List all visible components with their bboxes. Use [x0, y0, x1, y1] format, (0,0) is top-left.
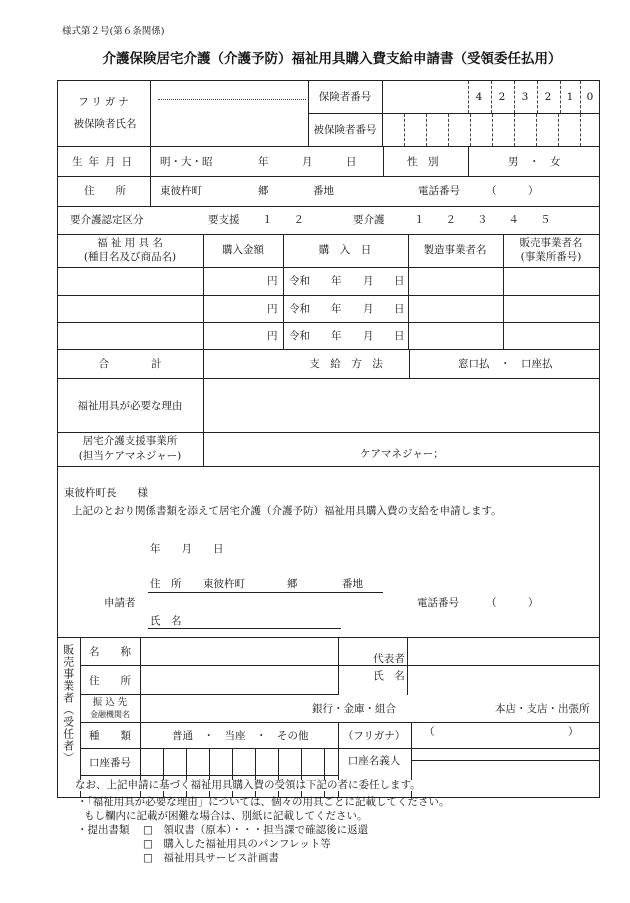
doc-receipt[interactable]: □ 領収書（原本）・・・担当課で確認後に返還 — [143, 824, 369, 836]
reason-label: 福祉用具が必要な理由 — [77, 400, 183, 412]
insurer-number-label: 保険者番号 — [318, 91, 372, 103]
support-levels[interactable]: １ ２ — [262, 214, 304, 226]
col-item-name: 福 祉 用 具 名 — [97, 237, 163, 249]
account-number-label: 口座番号 — [89, 757, 131, 769]
note-reason: ・「福祉用具が必要な理由」については、個々の用具ごとに記載してください。 — [77, 796, 450, 808]
rep-name-label: 氏 名 — [373, 670, 405, 682]
applicant-name-underline — [148, 628, 341, 629]
col-item-name-sub: (種目名及び商品名) — [83, 251, 177, 263]
year-unit: 年 — [331, 275, 342, 287]
day-unit: 日 — [394, 275, 405, 287]
yen-unit: 円 — [267, 275, 278, 287]
vendor-side-label: 販売事業者（受任者） — [61, 644, 75, 764]
docs-label: ・提出書類 — [77, 824, 130, 836]
bank-label: 振 込 先 — [92, 697, 128, 708]
furigana-label: フリガナ — [78, 96, 132, 108]
month-unit: 月 — [363, 303, 374, 315]
birthdate-label: 生年月日 — [72, 156, 138, 168]
page-title: 介護保険居宅介護（介護予防）福祉用具購入費支給申請書（受領委任払用） — [102, 51, 562, 67]
era-label: 令和 — [289, 330, 310, 342]
vendor-address-label: 住 所 — [89, 675, 131, 687]
reason-input[interactable] — [205, 380, 597, 430]
insured-number-input[interactable] — [384, 115, 598, 145]
applicant-phone-parens[interactable]: （ ） — [486, 597, 539, 609]
era-options[interactable]: 明・大・昭 — [160, 156, 213, 168]
care-levels[interactable]: １ ２ ３ ４ ５ — [414, 214, 551, 226]
phone-parens[interactable]: （ ） — [486, 185, 539, 197]
addressee: 東彼杵町長 様 — [64, 487, 148, 499]
yen-unit: 円 — [267, 330, 278, 342]
gender-label: 性 別 — [407, 156, 439, 168]
applicant-address-label: 住 所 — [150, 578, 182, 590]
address-lot-unit: 番地 — [313, 185, 334, 197]
total-label: 合 計 — [98, 358, 162, 370]
applicant-district-unit: 郷 — [287, 578, 298, 590]
applicant-name-label: 氏 名 — [150, 615, 182, 627]
office-label-sub: (担当ケアマネジャー) — [78, 450, 182, 462]
applicant-town: 東彼杵町 — [203, 578, 245, 590]
note-separate-sheet: もし欄内に記載が困難な場合は、別紙に記載してください。 — [84, 810, 368, 822]
item-name-input[interactable] — [60, 269, 201, 293]
vendor-name-label: 名 称 — [89, 646, 131, 658]
furigana-label: （フリガナ） — [342, 730, 406, 742]
payment-method-label: 支 給 方 法 — [309, 358, 383, 370]
doc-pamphlet[interactable]: □ 購入した福祉用具のパンフレット等 — [143, 838, 331, 850]
furigana-input[interactable] — [152, 83, 306, 113]
col-maker: 製造事業者名 — [423, 244, 487, 256]
office-label: 居宅介護支援事業所 — [82, 435, 178, 447]
insurer-digit: 2 — [498, 91, 506, 103]
bank-types[interactable]: 銀行・金庫・組合 — [312, 703, 396, 715]
furigana-paren-close: ） — [568, 726, 579, 738]
rep-name-input[interactable] — [409, 639, 598, 693]
year-unit: 年 — [331, 303, 342, 315]
care-label: 要介護 — [353, 214, 385, 226]
address-label: 住 所 — [84, 185, 126, 197]
doc-service-plan[interactable]: □ 福祉用具サービス計画書 — [143, 852, 279, 864]
applicant-address-underline — [148, 592, 383, 593]
col-seller: 販売事業者名 — [519, 237, 583, 249]
birth-day-unit: 日 — [346, 156, 357, 168]
applicant-label: 申請者 — [104, 597, 136, 609]
insurer-digit: 1 — [566, 91, 574, 103]
insurer-digit: 4 — [475, 91, 483, 103]
item-name-input[interactable] — [60, 324, 201, 347]
account-holder-label: 口座名義人 — [347, 755, 401, 767]
col-purchase-date: 購 入 日 — [318, 244, 372, 256]
rep-label: 代表者 — [373, 653, 405, 665]
application-date[interactable]: 年 月 日 — [150, 543, 224, 555]
year-unit: 年 — [331, 330, 342, 342]
support-label: 要支援 — [208, 214, 240, 226]
account-type-label: 種 類 — [89, 730, 131, 742]
furigana-paren-open: （ — [424, 726, 435, 738]
era-label: 令和 — [289, 275, 310, 287]
branch-types[interactable]: 本店・支店・出張所 — [495, 703, 590, 715]
vendor-name-input[interactable] — [142, 639, 336, 664]
application-statement: 上記のとおり関係書類を添えて居宅介護（介護予防）福祉用具購入費の支給を申請します。 — [72, 505, 502, 517]
month-unit: 月 — [363, 275, 374, 287]
col-amount: 購入金額 — [222, 244, 264, 256]
payment-options[interactable]: 窓口払 ・ 口座払 — [458, 358, 553, 370]
address-district-unit: 郷 — [258, 185, 269, 197]
account-types[interactable]: 普通 ・ 当座 ・ その他 — [172, 730, 309, 742]
birth-month-unit: 月 — [302, 156, 313, 168]
care-manager-label: ケアマネジャー； — [360, 448, 444, 460]
form-number: 様式第２号(第６条関係) — [62, 26, 165, 37]
month-unit: 月 — [363, 330, 374, 342]
insured-name-label: 被保険者氏名 — [73, 118, 137, 130]
day-unit: 日 — [394, 330, 405, 342]
birth-year-unit: 年 — [258, 156, 269, 168]
yen-unit: 円 — [267, 303, 278, 315]
insurer-digit: 2 — [544, 91, 552, 103]
era-label: 令和 — [289, 303, 310, 315]
applicant-phone-label: 電話番号 — [417, 597, 459, 609]
day-unit: 日 — [394, 303, 405, 315]
gender-options[interactable]: 男 ・ 女 — [508, 156, 561, 168]
insured-name-input[interactable] — [152, 114, 306, 145]
bank-label-sub: 金融機関名 — [90, 710, 130, 719]
insurer-digit: 0 — [586, 91, 594, 103]
vendor-address-input[interactable] — [142, 667, 336, 693]
col-seller-sub: (事業所番号) — [520, 251, 582, 263]
insured-number-label: 被保険者番号 — [313, 124, 377, 136]
insurer-digit: 3 — [521, 91, 529, 103]
delegation-note: なお、上記申請に基づく福祉用具購入費の受領は下記の者に委任します。 — [75, 779, 421, 791]
account-holder-input[interactable] — [413, 762, 598, 796]
care-level-label: 要介護認定区分 — [70, 214, 144, 226]
address-town: 東彼杵町 — [160, 185, 202, 197]
applicant-lot-unit: 番地 — [342, 578, 363, 590]
phone-label: 電話番号 — [418, 185, 460, 197]
item-name-input[interactable] — [60, 297, 201, 320]
